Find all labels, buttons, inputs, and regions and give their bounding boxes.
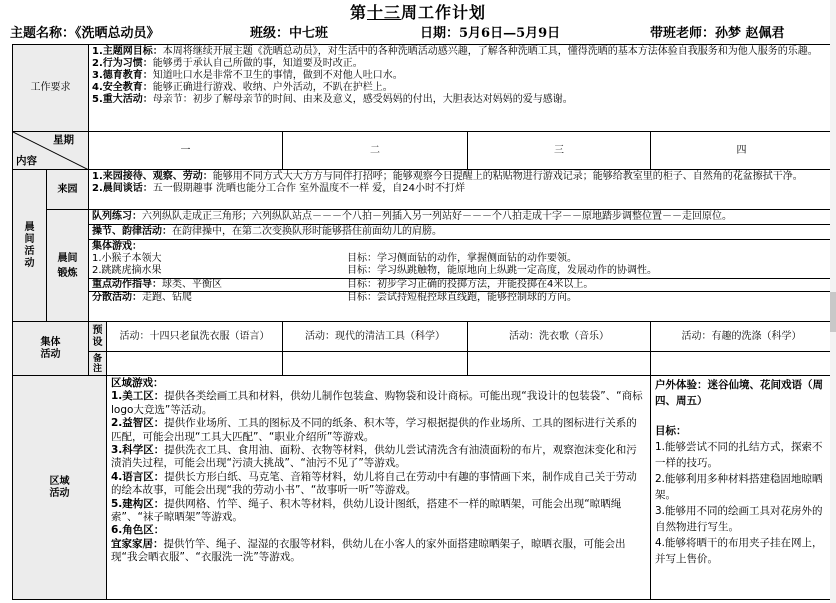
game-1-goal: 目标：学习侧面钻的动作，掌握侧面钻的动作要领。: [347, 253, 577, 264]
work-requirements-row: [13, 45, 833, 132]
note-label-text: 备注: [92, 353, 102, 374]
work-requirement-item: [92, 46, 829, 58]
arrival-line-2: [92, 183, 829, 195]
work-requirement-head: 4.安全教育：: [92, 82, 153, 93]
arrival-label: 来园: [47, 170, 89, 210]
arrival-line-1: [92, 171, 829, 183]
group-activity-monday: 活动：十四只老鼠洗衣服（语言）: [107, 322, 283, 352]
area-game-text: 提供作业场所、工具的图标及不同的纸条、积木等，学习根据提供的作业场所、工具的图标进行关系的匹配，可能会出现“工具大匹配”、“职业介绍所”等游戏。: [111, 417, 637, 443]
outdoor-experience: [651, 376, 833, 600]
free-activity-text: 走跑、钻爬: [142, 292, 192, 303]
free-activity-goal: 目标：尝试持短棍控球直线跑，能够控制球的方向。: [347, 292, 577, 303]
area-game-text: 提供长方形白纸、马克笔、音箱等材料，幼儿将自己在劳动中有趣的事情画下来，制作成自己关于劳动的绘本故事，可能会出现“我的劳动小书”、“故事听一听”等游戏。: [111, 470, 637, 497]
formation-text: 六列纵队走成正三角形；六列纵队站点－－－个八拍－列插入另一列站好－－－个八拍走成十字－－原地踏步调整位置－－走回原位。: [142, 211, 732, 222]
area-games-head: 区域游戏：: [111, 377, 164, 389]
work-requirement-text: 能够勇于承认自己所做的事，知道要及时改正。: [152, 58, 363, 69]
outdoor-goal-item: 2.能够利用多种材料搭建稳固地晾晒架。: [655, 473, 823, 501]
area-game-item: [111, 390, 646, 417]
work-requirement-item: [92, 82, 829, 94]
calisthenics: [89, 225, 832, 240]
vertical-scrollbar[interactable]: [830, 0, 836, 603]
area-game-head: 1.美工区：: [111, 390, 165, 403]
group-activity-label: [13, 322, 89, 376]
game-row-1: [89, 253, 832, 265]
outdoor-goal-item: 4.能够将晒干的布用夹子挂在网上，并写上售价。: [655, 537, 823, 565]
work-requirements-content: [89, 45, 833, 132]
area-game-head: 5.建构区：: [111, 497, 165, 510]
work-requirement-item: [92, 70, 829, 82]
formation-practice: [89, 210, 832, 225]
skill-text: 球类、平衡区: [162, 279, 222, 290]
work-requirement-item: [92, 58, 829, 70]
week-label: 星期: [53, 134, 74, 146]
area-game-item: [111, 444, 646, 471]
group-activity-wednesday: 活动：洗衣歌（音乐）: [468, 322, 651, 352]
area-game-head: 3.科学区：: [111, 444, 165, 457]
day-tuesday: 二: [283, 132, 468, 170]
calisthenics-text: 在韵律操中，在第二次变换队形时能够搭住前面幼儿的肩膀。: [172, 226, 442, 237]
area-activity-label: [13, 376, 107, 600]
morning-activity-text: 晨间活动: [24, 221, 35, 269]
group-activity-tuesday: 活动：现代的清洁工具（科学）: [283, 322, 468, 352]
scrollbar-thumb[interactable]: [830, 292, 836, 332]
title-week-number: 十三: [366, 3, 401, 22]
day-thursday: 四: [651, 132, 833, 170]
note-monday: [107, 352, 283, 376]
morning-exercise-row: [13, 210, 833, 322]
day-wednesday: 三: [468, 132, 651, 170]
work-requirement-head: 5.重大活动：: [92, 94, 153, 105]
area-game-head: 4.语言区：: [111, 470, 165, 483]
work-requirement-text: 本周将继续开展主题《洗晒总动员》，对生活中的各种洗晒活动感兴趣，了解各种洗晒工具，懂得洗晒的基本方法体验自我服务和为他人服务的乐趣。: [162, 46, 818, 57]
outdoor-goal-head: 目标：: [655, 425, 687, 437]
game-2-goal: 目标：学习纵跳触物，能原地向上纵跳一定高度，发展动作的协调性。: [347, 265, 657, 276]
group-activity-row: [13, 322, 833, 352]
area-games-list: [111, 390, 646, 564]
note-label: [89, 352, 107, 376]
arrival-line-1-text: 能够用不同方式大大方方与同伴打招呼；能够观察今日提醒上的粘贴物进行游戏记录；能够给教室里的柜子、自然角的花盆擦拭干净。: [212, 171, 803, 182]
area-game-text: 提供网格、竹竿、绳子、积木等材料，供幼儿设计图纸，搭建不一样的晾晒架，可能会出现“晾晒绳索”、“袜子晾晒架”等游戏。: [111, 497, 622, 524]
work-requirement-head: 3.德育教育：: [92, 70, 153, 81]
skill-guidance: [89, 279, 832, 292]
formation-head: 队列练习：: [92, 211, 142, 222]
work-requirement-item: [92, 94, 829, 106]
outdoor-goal-item: 3.能够用不同的绘画工具对花房外的自然物进行写生。: [655, 505, 823, 533]
area-game-item: [111, 417, 646, 444]
area-game-head: 2.益智区：: [111, 417, 165, 430]
work-requirement-text: 母亲节：初步了解母亲节的时间、由来及意义，感受妈妈的付出，大胆表达对妈妈的爱与感谢。: [152, 94, 573, 105]
page-title: [0, 0, 836, 26]
game-row-2: [89, 265, 832, 279]
weekday-header-row: [13, 132, 833, 170]
theme-name: 主题名称：《洗晒总动员》: [10, 26, 160, 41]
area-game-head: 6.角色区：: [111, 524, 165, 537]
work-requirement-head: 1.主题网目标：: [92, 46, 163, 57]
title-suffix: 周工作计划: [401, 3, 487, 22]
work-requirement-head: 2.行为习惯：: [92, 58, 153, 69]
area-game-head: 宜家家居：: [111, 537, 164, 550]
area-game-item: [111, 538, 646, 565]
outdoor-goals-list: [655, 439, 828, 567]
exercise-label: [47, 210, 89, 322]
note-tuesday: [283, 352, 468, 376]
group-activity-label-text: 集体活动: [40, 336, 61, 360]
note-wednesday: [468, 352, 651, 376]
exercise-label-text: 晨间锻炼: [57, 252, 78, 279]
arrival-line-2-text: 五一假期趣事 洗晒也能分工合作 室外温度不一样 爱，自24小时不打烊: [152, 183, 466, 194]
game-1-name: 1.小猴子本领大: [92, 253, 162, 264]
skill-head: 重点动作指导：: [92, 279, 162, 290]
preset-label-text: 预设: [92, 324, 103, 348]
area-game-text: 提供各类绘画工具和材料，供幼儿制作包装盒、购物袋和设计商标。可能出现“我设计的包装袋”、“商标logo大竞选”等活动。: [111, 390, 643, 416]
game-2-name: 2.跳跳虎摘水果: [92, 265, 162, 276]
morning-activity-label: [13, 170, 47, 322]
day-monday: 一: [89, 132, 283, 170]
class-name: 班级：中七班: [250, 26, 329, 41]
area-game-text: 提供洗衣工具、食用油、面粉、衣物等材料，供幼儿尝试清洗含有油渍面粉的布片，观察泡沫变化和污渍消失过程，可能会出现“污渍大挑战”、“油污不见了”等游戏。: [111, 444, 637, 470]
area-game-item: [111, 471, 646, 498]
area-games-content: [107, 376, 651, 600]
area-game-item: [111, 498, 646, 525]
free-activity-head: 分散活动：: [92, 292, 142, 303]
weekly-plan-table: [12, 44, 833, 600]
date-range: 日期：5月6日—5月9日: [420, 26, 561, 41]
note-thursday: [651, 352, 833, 376]
week-content-corner: [13, 132, 89, 170]
group-games-head: [89, 240, 832, 253]
morning-arrival-row: [13, 170, 833, 210]
work-requirement-text: 知道吐口水是非常不卫生的事情，做到不对他人吐口水。: [152, 70, 403, 81]
preset-label: [89, 322, 107, 352]
work-requirements-label: 工作要求: [13, 45, 89, 132]
outdoor-goal-item: 1.能够尝试不同的扎结方式，探索不一样的技巧。: [655, 441, 823, 469]
arrival-line-2-head: 2.晨间谈话：: [92, 183, 153, 194]
area-game-item: [111, 524, 646, 537]
arrival-line-1-head: 1.来园接待、观察、劳动：: [92, 171, 213, 182]
teachers: 带班老师：孙梦 赵佩君: [650, 26, 785, 41]
content-label: 内容: [16, 155, 37, 167]
skill-goal: 目标：初步学习正确的投掷方法，并能投掷在4米以上。: [347, 279, 594, 290]
area-activity-label-text: 区域活动: [49, 475, 70, 499]
arrival-content: [89, 170, 833, 210]
area-game-text: 提供竹竿、绳子、湿湿的衣服等材料，供幼儿在小客人的家外面搭建晾晒架子，晾晒衣服，可能会出现“我会晒衣服”、“衣服洗一洗”等游戏。: [111, 537, 626, 564]
work-requirement-text: 能够正确进行游戏、收纳、户外活动，不趴在护栏上。: [152, 82, 393, 93]
calisthenics-head: 操节、韵律活动：: [92, 226, 172, 237]
group-activity-thursday: 活动：有趣的洗涤（科学）: [651, 322, 833, 352]
area-activity-row: [13, 376, 833, 600]
title-prefix: 第: [349, 3, 367, 22]
exercise-content: [89, 210, 833, 322]
outdoor-head: 户外体验：迷谷仙境、花间戏语（周四、周五）: [655, 379, 823, 407]
group-games-head-text: 集体游戏：: [92, 241, 142, 252]
group-note-row: [13, 352, 833, 376]
free-activity: [89, 292, 832, 304]
